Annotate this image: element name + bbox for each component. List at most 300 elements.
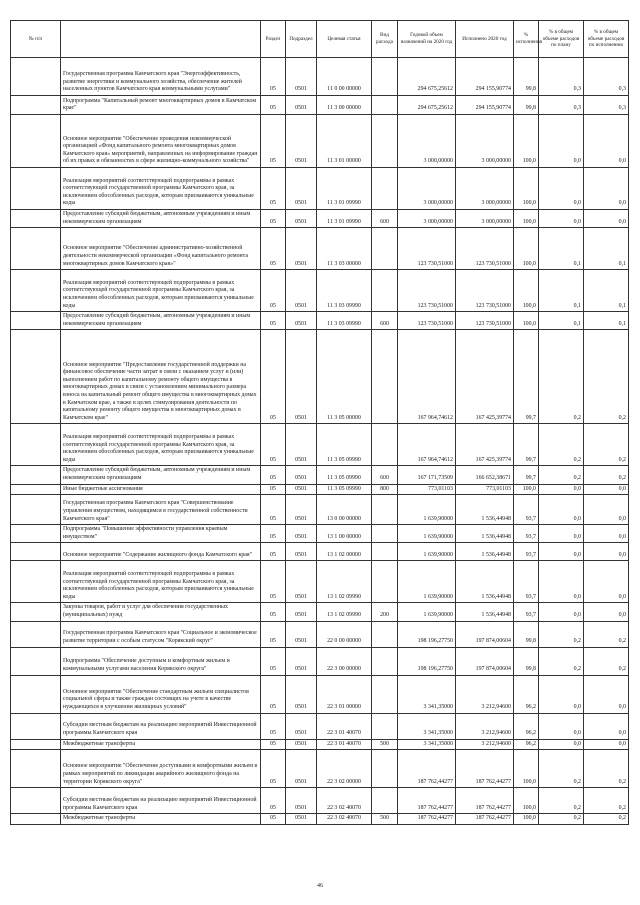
cell-plan: 3 000,00000 (398, 210, 456, 228)
cell-idx (11, 228, 61, 270)
cell-celevaya: 11 3 03 09990 (317, 312, 372, 330)
header-vid: Вид расхода (372, 21, 398, 58)
cell-razdel: 05 (261, 330, 286, 424)
cell-name: Предоставление субсидий бюджетным, автономным учреждениям и иным некоммерческим организациям (61, 210, 261, 228)
cell-idx (11, 58, 61, 96)
cell-razdel: 05 (261, 713, 286, 739)
cell-share-ispoln: 0,1 (584, 270, 629, 312)
table-row (11, 115, 629, 168)
table-row (11, 210, 629, 228)
cell-plan: 123 730,51000 (398, 312, 456, 330)
cell-name: Межбюджетные трансферты (61, 814, 261, 825)
cell-share-ispoln: 0,0 (584, 484, 629, 495)
cell-ispolneno: 187 762,44277 (456, 750, 514, 788)
cell-razdel: 05 (261, 228, 286, 270)
cell-idx (11, 713, 61, 739)
cell-celevaya: 11 3 01 09990 (317, 210, 372, 228)
cell-celevaya: 11 3 01 00000 (317, 115, 372, 168)
cell-name: Закупка товаров, работ и услуг для обеспечения государственных (муниципальных) нужд (61, 603, 261, 621)
cell-share-ispoln: 0,3 (584, 58, 629, 96)
cell-percent: 100,0 (514, 750, 539, 788)
cell-name: Субсидии местным бюджетам на реализацию мероприятий Инвестиционной программы Камчатского края (61, 713, 261, 739)
cell-plan: 1 639,90000 (398, 603, 456, 621)
cell-podrazdel: 0501 (286, 621, 317, 647)
cell-podrazdel: 0501 (286, 713, 317, 739)
cell-vid: 600 (372, 466, 398, 484)
cell-celevaya: 22 3 00 00000 (317, 647, 372, 675)
cell-percent: 100,0 (514, 312, 539, 330)
cell-percent: 93,7 (514, 495, 539, 525)
cell-percent: 96,2 (514, 675, 539, 713)
cell-podrazdel: 0501 (286, 115, 317, 168)
cell-name: Реализация мероприятий соответствующей подпрограммы в рамках соответствующей государственной программы Камчатского края, за исключением обособленных расходов, которым присваиваются уникальные коды (61, 168, 261, 210)
cell-celevaya: 22 3 02 40070 (317, 788, 372, 814)
cell-vid (372, 713, 398, 739)
cell-ispolneno: 167 425,39774 (456, 424, 514, 466)
table-row (11, 312, 629, 330)
cell-idx (11, 115, 61, 168)
cell-share-plan: 0,2 (539, 647, 584, 675)
cell-share-ispoln: 0,1 (584, 312, 629, 330)
table-row (11, 270, 629, 312)
table-row (11, 788, 629, 814)
cell-name: Основное мероприятие "Обеспечение стандартным жильем специалистов социальной сферы и также граждан состоящих на учете в качестве нуждающихся в улучшении жилищных условий" (61, 675, 261, 713)
header-share-plan: % в общем объеме расходов по плану (539, 21, 584, 58)
cell-name: Предоставление субсидий бюджетным, автономным учреждениям и иным некоммерческим организациям (61, 312, 261, 330)
cell-vid (372, 750, 398, 788)
cell-podrazdel: 0501 (286, 330, 317, 424)
cell-podrazdel: 0501 (286, 466, 317, 484)
cell-plan: 773,01103 (398, 484, 456, 495)
cell-name: Реализация мероприятий соответствующей подпрограммы в рамках соответствующей государственной программы Камчатского края, за исключением обособленных расходов, которым присваиваются уникальные коды (61, 424, 261, 466)
cell-percent: 99,7 (514, 330, 539, 424)
cell-share-ispoln: 0,0 (584, 603, 629, 621)
cell-share-ispoln: 0,2 (584, 330, 629, 424)
table-row (11, 739, 629, 750)
cell-razdel: 05 (261, 621, 286, 647)
cell-ispolneno: 197 874,00604 (456, 647, 514, 675)
cell-podrazdel: 0501 (286, 312, 317, 330)
cell-ispolneno: 3 000,00000 (456, 115, 514, 168)
cell-idx (11, 424, 61, 466)
cell-plan: 1 639,90000 (398, 543, 456, 561)
cell-share-plan: 0,0 (539, 210, 584, 228)
cell-name: Государственная программа Камчатского края "Социальное и экономическое развитие территории с особым статусом "Корякский округ" (61, 621, 261, 647)
cell-idx (11, 330, 61, 424)
cell-percent: 100,0 (514, 484, 539, 495)
table-row (11, 621, 629, 647)
cell-celevaya: 22 3 02 00000 (317, 750, 372, 788)
cell-vid (372, 115, 398, 168)
header-share-ispoln: % в общем объеме расходов по исполнению (584, 21, 629, 58)
page-number: 46 (317, 883, 323, 889)
cell-ispolneno: 294 155,90774 (456, 96, 514, 115)
cell-podrazdel: 0501 (286, 58, 317, 96)
cell-ispolneno: 3 212,94600 (456, 675, 514, 713)
cell-ispolneno: 1 536,44948 (456, 525, 514, 543)
cell-vid: 500 (372, 739, 398, 750)
cell-plan: 3 341,35000 (398, 713, 456, 739)
table-row (11, 543, 629, 561)
cell-podrazdel: 0501 (286, 210, 317, 228)
cell-vid (372, 330, 398, 424)
cell-ispolneno: 294 155,90774 (456, 58, 514, 96)
cell-ispolneno: 3 000,00000 (456, 168, 514, 210)
header-plan: Годовой объем назначений на 2020 год (398, 21, 456, 58)
cell-vid (372, 525, 398, 543)
cell-vid: 500 (372, 814, 398, 825)
cell-ispolneno: 1 536,44948 (456, 603, 514, 621)
cell-razdel: 05 (261, 543, 286, 561)
cell-razdel: 05 (261, 647, 286, 675)
table-row (11, 603, 629, 621)
cell-podrazdel: 0501 (286, 603, 317, 621)
cell-name: Подпрограмма "Повышение эффективности управления краевым имуществом" (61, 525, 261, 543)
cell-idx (11, 495, 61, 525)
cell-percent: 93,7 (514, 543, 539, 561)
cell-share-plan: 0,0 (539, 675, 584, 713)
cell-idx (11, 814, 61, 825)
cell-ispolneno: 187 762,44277 (456, 788, 514, 814)
cell-ispolneno: 1 536,44948 (456, 561, 514, 603)
cell-share-ispoln: 0,2 (584, 466, 629, 484)
cell-razdel: 05 (261, 168, 286, 210)
cell-share-plan: 0,2 (539, 750, 584, 788)
cell-vid (372, 168, 398, 210)
cell-vid (372, 58, 398, 96)
table-row (11, 58, 629, 96)
table-row (11, 713, 629, 739)
cell-share-ispoln: 0,0 (584, 739, 629, 750)
cell-razdel: 05 (261, 788, 286, 814)
cell-podrazdel: 0501 (286, 96, 317, 115)
cell-ispolneno: 197 874,00604 (456, 621, 514, 647)
cell-percent: 93,7 (514, 603, 539, 621)
cell-celevaya: 13 1 02 00000 (317, 543, 372, 561)
cell-share-plan: 0,0 (539, 543, 584, 561)
table-row (11, 750, 629, 788)
cell-share-plan: 0,0 (539, 561, 584, 603)
cell-razdel: 05 (261, 495, 286, 525)
cell-vid (372, 647, 398, 675)
cell-percent: 93,7 (514, 525, 539, 543)
cell-ispolneno: 166 652,38671 (456, 466, 514, 484)
cell-share-plan: 0,0 (539, 484, 584, 495)
cell-plan: 187 762,44277 (398, 788, 456, 814)
cell-plan: 1 639,90000 (398, 561, 456, 603)
cell-share-plan: 0,2 (539, 466, 584, 484)
cell-share-ispoln: 0,3 (584, 96, 629, 115)
cell-vid (372, 424, 398, 466)
cell-razdel: 05 (261, 525, 286, 543)
cell-share-plan: 0,3 (539, 58, 584, 96)
cell-percent: 99,7 (514, 466, 539, 484)
cell-razdel: 05 (261, 270, 286, 312)
cell-name: Межбюджетные трансферты (61, 739, 261, 750)
cell-idx (11, 750, 61, 788)
cell-share-plan: 0,0 (539, 739, 584, 750)
cell-share-plan: 0,0 (539, 495, 584, 525)
cell-vid (372, 228, 398, 270)
cell-idx (11, 543, 61, 561)
cell-percent: 100,0 (514, 210, 539, 228)
cell-plan: 3 000,00000 (398, 115, 456, 168)
table-row (11, 495, 629, 525)
cell-podrazdel: 0501 (286, 739, 317, 750)
cell-share-plan: 0,0 (539, 168, 584, 210)
table-row (11, 228, 629, 270)
cell-razdel: 05 (261, 814, 286, 825)
table-row (11, 96, 629, 115)
cell-razdel: 05 (261, 466, 286, 484)
cell-percent: 93,7 (514, 561, 539, 603)
cell-plan: 3 000,00000 (398, 168, 456, 210)
table-row (11, 424, 629, 466)
cell-share-plan: 0,0 (539, 603, 584, 621)
cell-percent: 99,7 (514, 424, 539, 466)
table-row (11, 330, 629, 424)
cell-plan: 167 964,74612 (398, 330, 456, 424)
cell-plan: 294 675,25612 (398, 58, 456, 96)
cell-podrazdel: 0501 (286, 561, 317, 603)
cell-celevaya: 13 1 02 09990 (317, 603, 372, 621)
cell-idx (11, 739, 61, 750)
cell-celevaya: 11 3 05 09990 (317, 424, 372, 466)
cell-share-plan: 0,2 (539, 788, 584, 814)
cell-vid: 800 (372, 484, 398, 495)
cell-razdel: 05 (261, 484, 286, 495)
table-row (11, 814, 629, 825)
cell-ispolneno: 3 212,94600 (456, 739, 514, 750)
cell-celevaya: 11 3 05 00000 (317, 330, 372, 424)
cell-idx (11, 168, 61, 210)
header-ispolneno: Исполнено 2020 год (456, 21, 514, 58)
cell-idx (11, 788, 61, 814)
cell-name: Основное мероприятие "Содержание жилищного фонда Камчатского края" (61, 543, 261, 561)
table-row (11, 168, 629, 210)
cell-razdel: 05 (261, 561, 286, 603)
cell-idx (11, 484, 61, 495)
cell-percent: 96,2 (514, 713, 539, 739)
cell-name: Предоставление субсидий бюджетным, автономным учреждениям и иным некоммерческим организациям (61, 466, 261, 484)
cell-share-ispoln: 0,0 (584, 168, 629, 210)
cell-ispolneno: 123 730,51000 (456, 270, 514, 312)
cell-idx (11, 647, 61, 675)
table-body (11, 58, 629, 825)
cell-celevaya: 22 3 01 00000 (317, 675, 372, 713)
cell-share-plan: 0,1 (539, 270, 584, 312)
cell-celevaya: 11 3 03 00000 (317, 228, 372, 270)
cell-ispolneno: 167 425,39774 (456, 330, 514, 424)
cell-podrazdel: 0501 (286, 424, 317, 466)
cell-celevaya: 13 0 00 00000 (317, 495, 372, 525)
cell-percent: 99,8 (514, 621, 539, 647)
cell-ispolneno: 3 212,94600 (456, 713, 514, 739)
cell-razdel: 05 (261, 58, 286, 96)
cell-podrazdel: 0501 (286, 270, 317, 312)
header-razdel: Раздел (261, 21, 286, 58)
cell-share-plan: 0,0 (539, 115, 584, 168)
cell-share-plan: 0,1 (539, 312, 584, 330)
cell-plan: 198 196,27750 (398, 621, 456, 647)
cell-razdel: 05 (261, 739, 286, 750)
cell-plan: 198 196,27750 (398, 647, 456, 675)
cell-razdel: 05 (261, 115, 286, 168)
cell-vid: 600 (372, 312, 398, 330)
header-idx: № п/п (11, 21, 61, 58)
cell-idx (11, 270, 61, 312)
cell-idx (11, 621, 61, 647)
cell-razdel: 05 (261, 210, 286, 228)
cell-podrazdel: 0501 (286, 525, 317, 543)
table-row (11, 561, 629, 603)
cell-plan: 3 341,35000 (398, 675, 456, 713)
cell-celevaya: 22 3 01 40070 (317, 713, 372, 739)
cell-vid (372, 675, 398, 713)
cell-name: Субсидии местным бюджетам на реализацию мероприятий Инвестиционной программы Камчатского края (61, 788, 261, 814)
cell-ispolneno: 773,01103 (456, 484, 514, 495)
cell-name: Реализация мероприятий соответствующей подпрограммы в рамках соответствующей государственной программы Камчатского края, за исключением обособленных расходов, которым присваиваются уникальные коды (61, 561, 261, 603)
cell-plan: 1 639,90000 (398, 495, 456, 525)
cell-plan: 123 730,51000 (398, 228, 456, 270)
cell-razdel: 05 (261, 750, 286, 788)
cell-percent: 100,0 (514, 168, 539, 210)
cell-percent: 99,8 (514, 96, 539, 115)
cell-celevaya: 11 3 05 09990 (317, 466, 372, 484)
cell-percent: 100,0 (514, 788, 539, 814)
cell-share-ispoln: 0,0 (584, 543, 629, 561)
cell-celevaya: 13 1 00 00000 (317, 525, 372, 543)
cell-name: Основное мероприятие "Обеспечение административно-хозяйственной деятельности некоммерческой организации «Фонд капитального ремонта многоквартирных домов Камчатского края»" (61, 228, 261, 270)
cell-ispolneno: 3 000,00000 (456, 210, 514, 228)
cell-name: Реализация мероприятий соответствующей подпрограммы в рамках соответствующей государственной программы Камчатского края, за исключением обособленных расходов, которым присваиваются уникальные коды (61, 270, 261, 312)
cell-share-plan: 0,0 (539, 525, 584, 543)
cell-share-ispoln: 0,0 (584, 495, 629, 525)
cell-vid (372, 621, 398, 647)
cell-share-ispoln: 0,2 (584, 814, 629, 825)
cell-ispolneno: 1 536,44948 (456, 543, 514, 561)
cell-plan: 167 964,74612 (398, 424, 456, 466)
cell-share-ispoln: 0,0 (584, 525, 629, 543)
cell-plan: 167 171,73509 (398, 466, 456, 484)
cell-ispolneno: 123 730,51000 (456, 312, 514, 330)
cell-celevaya: 11 3 03 09990 (317, 270, 372, 312)
cell-percent: 100,0 (514, 270, 539, 312)
cell-share-ispoln: 0,2 (584, 424, 629, 466)
cell-share-ispoln: 0,2 (584, 788, 629, 814)
cell-vid: 600 (372, 210, 398, 228)
cell-percent: 100,0 (514, 228, 539, 270)
cell-idx (11, 466, 61, 484)
header-percent: % исполнения (514, 21, 539, 58)
cell-plan: 3 341,35000 (398, 739, 456, 750)
table-row (11, 466, 629, 484)
cell-share-ispoln: 0,0 (584, 115, 629, 168)
cell-vid (372, 561, 398, 603)
cell-name: Государственная программа Камчатского края "Энергоэффективность, развитие энергетики и коммунального хозяйства, обеспечение жителей населенных пунктов Камчатского края коммунальными услугами" (61, 58, 261, 96)
cell-name: Подпрограмма "Обеспечение доступным и комфортным жильем и коммунальными услугами населения Корякского округа" (61, 647, 261, 675)
cell-percent: 99,8 (514, 647, 539, 675)
cell-share-plan: 0,2 (539, 814, 584, 825)
table-row (11, 484, 629, 495)
cell-share-ispoln: 0,0 (584, 210, 629, 228)
cell-idx (11, 525, 61, 543)
cell-plan: 1 639,90000 (398, 525, 456, 543)
cell-celevaya: 11 3 00 00000 (317, 96, 372, 115)
cell-name: Иные бюджетные ассигнования (61, 484, 261, 495)
cell-razdel: 05 (261, 96, 286, 115)
cell-share-ispoln: 0,2 (584, 647, 629, 675)
cell-razdel: 05 (261, 675, 286, 713)
cell-podrazdel: 0501 (286, 495, 317, 525)
cell-celevaya: 11 3 05 09990 (317, 484, 372, 495)
cell-vid (372, 96, 398, 115)
cell-share-plan: 0,1 (539, 228, 584, 270)
cell-share-ispoln: 0,0 (584, 561, 629, 603)
budget-execution-table (10, 20, 629, 825)
cell-name: Подпрограмма "Капитальный ремонт многоквартирных домов в Камчатском крае" (61, 96, 261, 115)
cell-podrazdel: 0501 (286, 484, 317, 495)
cell-name: Основное мероприятие "Предоставление государственной поддержки на финансовое обеспечение части затрат в связи с оказанием услуг и (или) выполнением работ по капитальному ремонту общего имущества в многоквартирных домах в связи с установлением минимального размера взноса на капитальный ремонт общего имущества в многоквартирных домах в Камчатском крае, а также в целях стимулирования деятельности по капитальному ремонту общего имущества в многоквартирных домах в Камчатском крае" (61, 330, 261, 424)
cell-podrazdel: 0501 (286, 228, 317, 270)
cell-razdel: 05 (261, 603, 286, 621)
cell-podrazdel: 0501 (286, 750, 317, 788)
budget-table-sheet (10, 20, 630, 870)
cell-celevaya: 22 3 01 40070 (317, 739, 372, 750)
cell-share-ispoln: 0,0 (584, 675, 629, 713)
cell-ispolneno: 1 536,44948 (456, 495, 514, 525)
cell-podrazdel: 0501 (286, 675, 317, 713)
cell-plan: 123 730,51000 (398, 270, 456, 312)
table-header-row (11, 21, 629, 58)
cell-share-ispoln: 0,2 (584, 750, 629, 788)
cell-percent: 96,2 (514, 739, 539, 750)
cell-share-plan: 0,2 (539, 621, 584, 647)
cell-percent: 99,8 (514, 58, 539, 96)
cell-ispolneno: 123 730,51000 (456, 228, 514, 270)
cell-vid (372, 495, 398, 525)
header-podrazdel: Подраздел (286, 21, 317, 58)
cell-percent: 100,0 (514, 814, 539, 825)
cell-idx (11, 675, 61, 713)
cell-share-plan: 0,2 (539, 424, 584, 466)
cell-podrazdel: 0501 (286, 814, 317, 825)
cell-podrazdel: 0501 (286, 168, 317, 210)
cell-name: Государственная программа Камчатского края "Совершенствование управления имуществом, находящимся в государственной собственности Камчатского края" (61, 495, 261, 525)
cell-vid (372, 270, 398, 312)
cell-idx (11, 312, 61, 330)
cell-podrazdel: 0501 (286, 788, 317, 814)
cell-vid (372, 543, 398, 561)
cell-podrazdel: 0501 (286, 647, 317, 675)
cell-percent: 100,0 (514, 115, 539, 168)
cell-celevaya: 11 0 00 00000 (317, 58, 372, 96)
cell-podrazdel: 0501 (286, 543, 317, 561)
table-row (11, 647, 629, 675)
cell-celevaya: 11 3 01 09990 (317, 168, 372, 210)
cell-vid (372, 788, 398, 814)
table-row (11, 525, 629, 543)
cell-name: Основное мероприятие "Обеспечение доступными и комфортными жильем в рамках мероприятий по ликвидации аварийного жилищного фонда на территории Корякского округа" (61, 750, 261, 788)
table-row (11, 675, 629, 713)
cell-share-plan: 0,2 (539, 330, 584, 424)
cell-share-plan: 0,3 (539, 96, 584, 115)
header-celevaya: Целевая статья (317, 21, 372, 58)
cell-idx (11, 603, 61, 621)
cell-ispolneno: 187 762,44277 (456, 814, 514, 825)
cell-plan: 187 762,44277 (398, 750, 456, 788)
cell-plan: 294 675,25612 (398, 96, 456, 115)
